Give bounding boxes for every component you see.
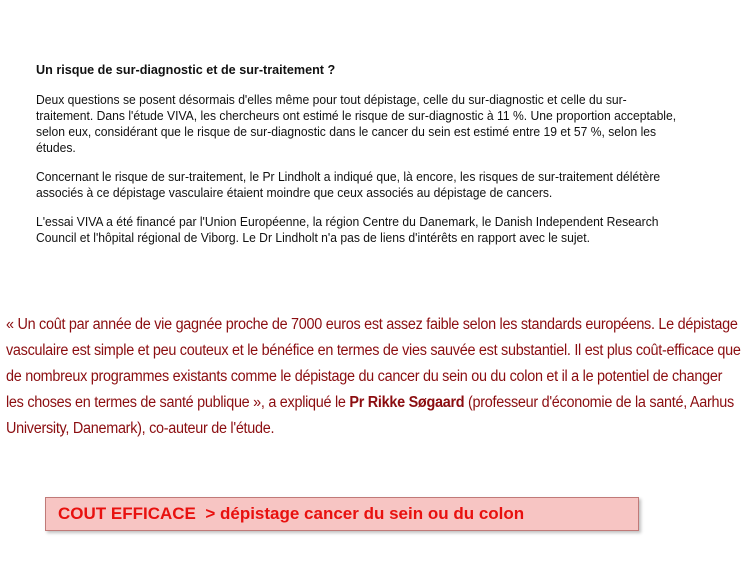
cost-effective-callout: COUT EFFICACE > dépistage cancer du sein ou du colon <box>45 497 639 531</box>
quote-text-before: « Un coût par année de vie gagnée proche de 7000 euros est assez faible selon les standards européens. Le dépistage vasculaire est simple et peu couteux et le bénéfice en termes de vies sauvée est substantiel. Il est plus coût-efficace que de nombreux programmes existants comme le dépistage du cancer du sein ou du colon et il a le potentiel de changer les choses en termes de santé publique », a expliqué le <box>6 316 741 411</box>
article-title: Un risque de sur-diagnostic et de sur-traitement ? <box>36 62 336 77</box>
quote-author-name: Pr Rikke Søgaard <box>349 394 465 411</box>
article-paragraph-1: Deux questions se posent désormais d'elles même pour tout dépistage, celle du sur-diagnostic et celle du sur-traitement. Dans l'étude VIVA, les chercheurs ont estimé le risque de sur-diagnostic à 11 %. Une proportion acceptable, selon eux, considérant que le risque de sur-diagnostic dans le cancer du sein est estimé entre 19 et 57 %, selon les études. <box>36 93 677 155</box>
highlighted-quote <box>6 312 741 442</box>
article-paragraph-2: Concernant le risque de sur-traitement, le Pr Lindholt a indiqué que, là encore, les risques de sur-traitement délétère associés à ce dépistage vasculaire étaient moindre que ceux associés au dépistage de cancers. <box>36 170 661 200</box>
article <box>36 62 676 259</box>
article-paragraph-3: L'essai VIVA a été financé par l'Union Européenne, la région Centre du Danemark, le Danish Independent Research Council et l'hôpital régional de Viborg. Le Dr Lindholt n'a pas de liens d'intérêts en rapport avec le sujet. <box>36 215 659 245</box>
quote-text-after: (professeur d'économie de la santé, Aarhus University, Danemark), co-auteur de l'étude. <box>6 394 734 437</box>
